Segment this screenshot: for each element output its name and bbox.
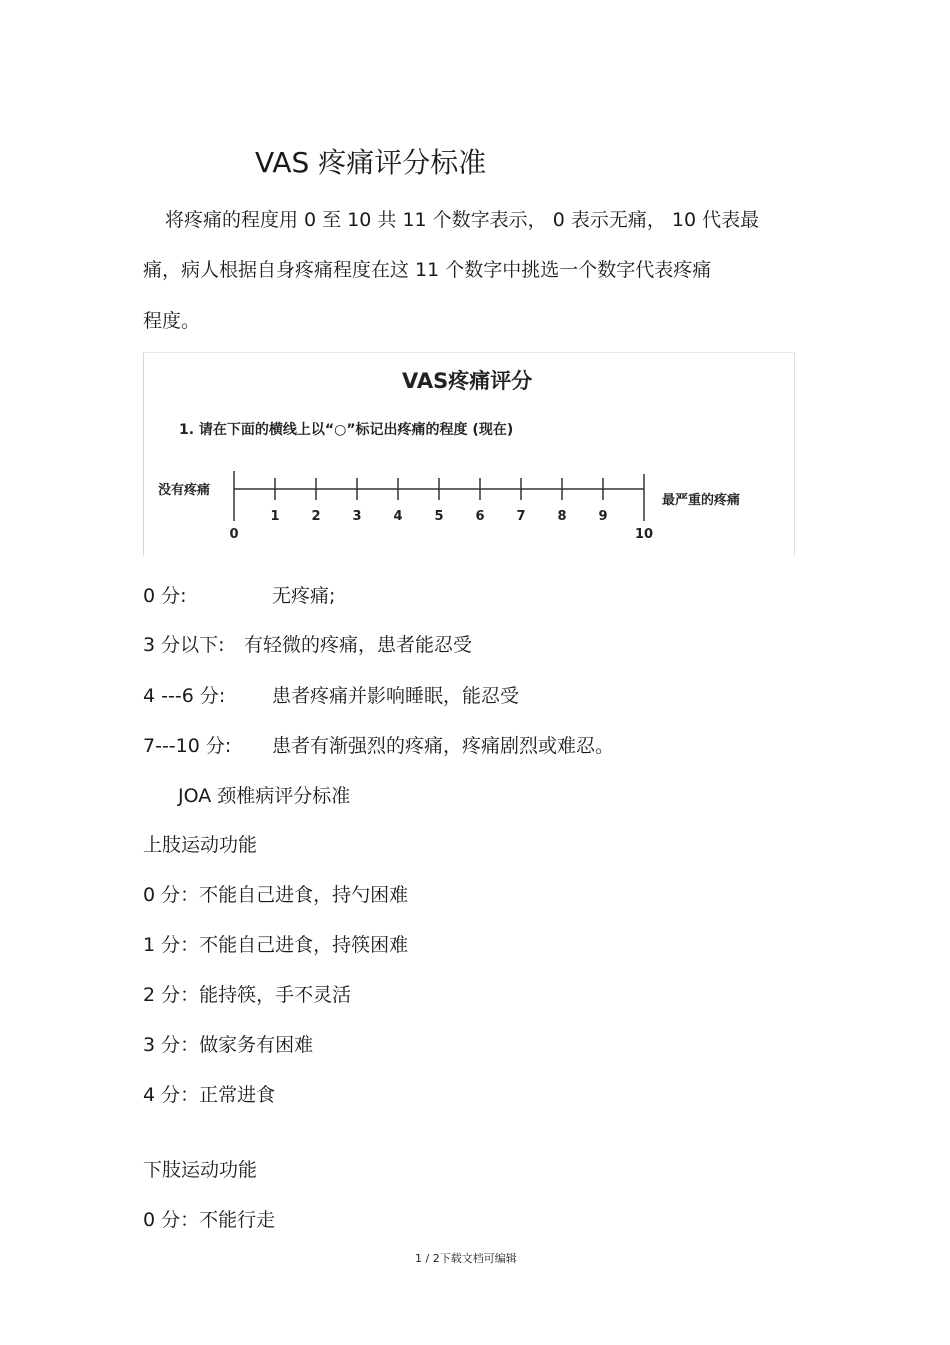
scale-tick-label: 6 xyxy=(475,509,485,524)
vas-level-0-desc: 无疼痛; xyxy=(272,585,336,607)
intro-line-2: 痛，病人根据自身疼痛程度在这 11 个数字中挑选一个数字代表疼痛 xyxy=(143,259,712,281)
intro-line-1: 将疼痛的程度用 0 至 10 共 11 个数字表示， 0 表示无痛， 10 代表最 xyxy=(165,209,760,231)
figure-title: VAS疼痛评分 xyxy=(402,369,533,393)
scale-tick-label: 9 xyxy=(598,509,608,524)
scale-tick-label: 3 xyxy=(352,509,362,524)
figure-instruction: 1. 请在下面的横线上以“○”标记出疼痛的程度 (现在) xyxy=(179,422,514,438)
scale-tick-label: 1 xyxy=(270,509,280,524)
scale-tick-label: 7 xyxy=(516,509,526,524)
scale-tick-label: 4 xyxy=(393,509,403,524)
page-footer: 1 / 2下载文档可编辑 xyxy=(415,1252,517,1265)
upper-limb-heading: 上肢运动功能 xyxy=(143,834,258,856)
vas-level-2-desc: 患者疼痛并影响睡眠，能忍受 xyxy=(272,685,520,707)
vas-level-0-score: 0 分: xyxy=(143,585,187,607)
upper-limb-item: 4 分：正常进食 xyxy=(143,1084,276,1106)
lower-limb-heading: 下肢运动功能 xyxy=(143,1159,258,1181)
upper-limb-item: 2 分：能持筷，手不灵活 xyxy=(143,984,352,1006)
scale-tick-label: 10 xyxy=(634,527,654,542)
intro-line-3: 程度。 xyxy=(143,310,201,332)
upper-limb-item: 0 分：不能自己进食，持勺困难 xyxy=(143,884,409,906)
vas-level-3-score: 7---10 分: xyxy=(143,735,232,757)
lower-limb-item: 0 分：不能行走 xyxy=(143,1209,276,1231)
upper-limb-item: 3 分：做家务有困难 xyxy=(143,1034,314,1056)
vas-level-2-score: 4 ---6 分: xyxy=(143,685,226,707)
scale-tick-label: 0 xyxy=(229,527,239,542)
scale-tick-label: 5 xyxy=(434,509,444,524)
page-title: VAS 疼痛评分标准 xyxy=(255,146,487,179)
vas-level-1-desc: 有轻微的疼痛，患者能忍受 xyxy=(244,634,473,656)
vas-scale-figure xyxy=(143,352,795,556)
scale-tick-label: 2 xyxy=(311,509,321,524)
vas-level-1-score: 3 分以下: xyxy=(143,634,225,656)
scale-left-label: 没有疼痛 xyxy=(158,483,211,498)
scale-right-label: 最严重的疼痛 xyxy=(662,493,741,508)
joa-title: JOA 颈椎病评分标准 xyxy=(178,785,351,807)
upper-limb-item: 1 分：不能自己进食，持筷困难 xyxy=(143,934,409,956)
scale-tick-label: 8 xyxy=(557,509,567,524)
vas-level-3-desc: 患者有渐强烈的疼痛，疼痛剧烈或难忍。 xyxy=(272,735,615,757)
